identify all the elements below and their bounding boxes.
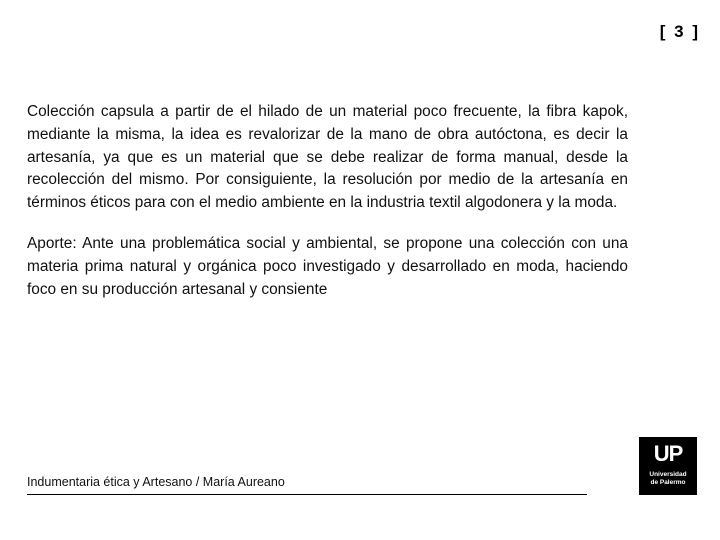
body-text xyxy=(27,101,628,319)
footer-divider xyxy=(27,494,587,495)
footer-caption: Indumentaria ética y Artesano / María Aureano xyxy=(27,475,285,489)
logo-mark: UP xyxy=(653,441,683,466)
page-number: [ 3 ] xyxy=(659,22,700,41)
university-logo xyxy=(639,437,697,495)
paragraph-contribution: Aporte: Ante una problemática social y ambiental, se propone una colección con una materia prima natural y orgánica poco investigado y desarrollado en moda, haciendo foco en su producción artesanal y consiente xyxy=(27,234,628,298)
logo-text-line2: de Palermo xyxy=(650,479,686,486)
paragraph-description: Colección capsula a partir de el hilado de un material poco frecuente, la fibra kapok, mediante la misma, la idea es revalorizar de la mano de obra autóctona, es decir la artesanía, ya que es un material que se debe realizar de forma manual, desde la recolección del mismo. Por consiguiente, la resolución por medio de la artesanía en términos éticos para con el medio ambiente en la industria textil algodonera y la moda. xyxy=(27,103,628,212)
logo-text-line1: Universidad xyxy=(649,471,687,478)
logo-text xyxy=(639,471,697,487)
